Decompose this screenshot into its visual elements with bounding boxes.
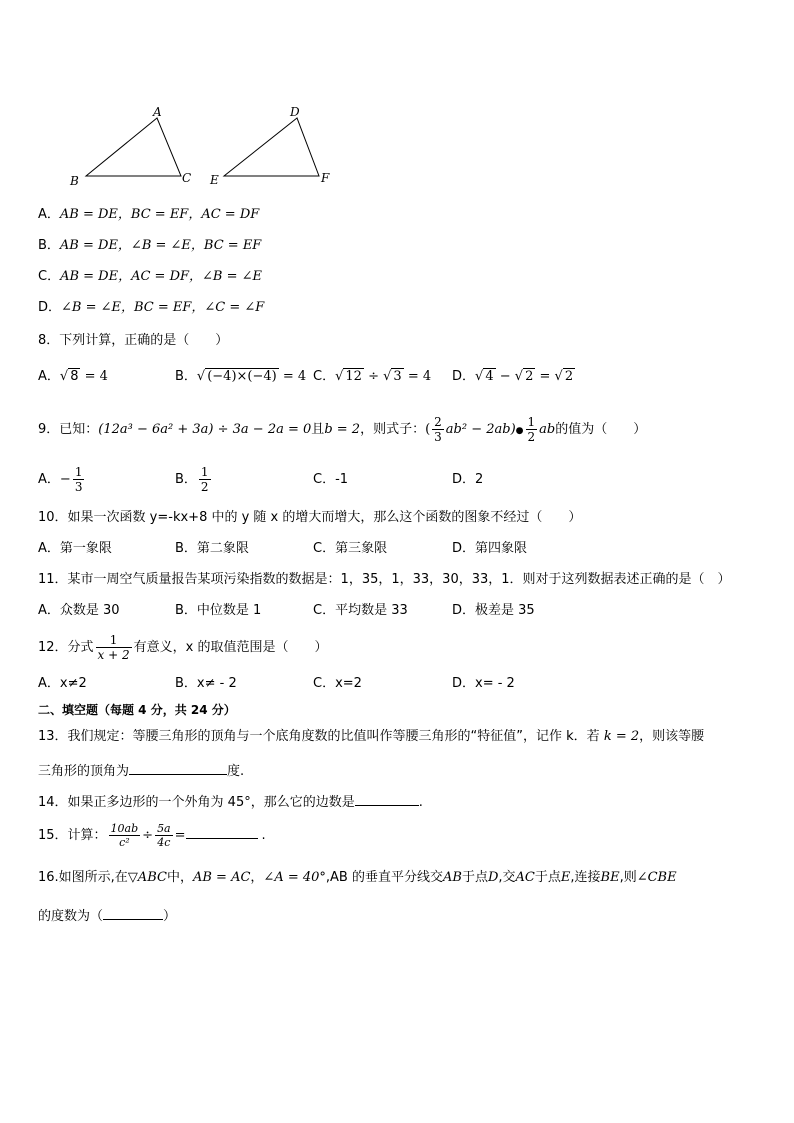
radicand: 3 (393, 369, 402, 384)
q9-and: 且 (311, 422, 325, 437)
q7-option-a (38, 206, 259, 224)
radicand: 8 (70, 369, 79, 384)
answer-blank[interactable] (103, 905, 163, 920)
q16-point-d: D (487, 870, 499, 885)
triangles-figure (60, 100, 350, 195)
q9-option-d: D．2 (452, 472, 484, 487)
option-letter: A． (38, 207, 60, 222)
q13-line2 (38, 760, 244, 781)
denominator: 3 (434, 430, 442, 444)
q10-option-b: B．第二象限 (175, 541, 249, 556)
denominator: 4c (155, 835, 173, 849)
label-c: C (182, 171, 192, 185)
q16-text: 16.如图所示,在 (38, 870, 128, 885)
option-letter: C． (313, 369, 336, 384)
q9-cond: b = 2 (324, 422, 361, 437)
option-letter: B． (175, 369, 197, 384)
option-letter: C． (38, 269, 61, 284)
option-letter: A． (38, 369, 60, 384)
fraction (96, 633, 132, 662)
q9-expr1: (12a³ − 6a² + 3a) ÷ 3a − 2a = 0 (98, 422, 312, 437)
q16-text: 于点 (461, 870, 488, 885)
q10-option-a: A．第一象限 (38, 541, 112, 556)
q9-expr2: ab² − 2ab) (445, 422, 516, 437)
radicand: (−4)×(−4) (207, 369, 277, 384)
q11-stem: 11．某市一周空气质量报告某项污染指数的数据是：1，35，1，33，30，33，1．则对于这列数据表述正确的是（ ） (38, 572, 731, 587)
q16-text: 中， (166, 870, 193, 885)
q16-triangle: ▽ABC (127, 870, 167, 885)
q12-option-b: B．x≠ - 2 (175, 676, 237, 691)
q16-point-e: E (560, 870, 571, 885)
q7-option-b (38, 237, 261, 255)
answer-blank[interactable] (355, 791, 419, 806)
answer-blank[interactable] (186, 824, 258, 839)
option-letter: B． (38, 238, 60, 253)
q13-text-b: ，则该等腰 (639, 729, 705, 744)
option-rest: = 4 (407, 369, 432, 384)
numerator: 10ab (110, 822, 139, 835)
q7-option-c (38, 268, 262, 286)
option-letter: D． (452, 369, 476, 384)
fraction (432, 415, 444, 444)
q9-option-b (175, 463, 213, 497)
q16-be: BE (600, 870, 620, 885)
sqrt-symbol: √ (514, 369, 524, 384)
q12-option-c: C．x=2 (313, 676, 362, 691)
numerator: 1 (527, 415, 536, 429)
sqrt-symbol: √ (554, 369, 563, 384)
q8-stem: 8．下列计算，正确的是（ ） (38, 333, 229, 348)
operator: ÷ (368, 369, 379, 384)
q14 (38, 791, 423, 812)
fraction (199, 465, 211, 494)
label-a: A (153, 105, 162, 119)
operator: = (174, 828, 186, 843)
label-b: B (70, 174, 79, 188)
denominator: c² (109, 835, 141, 849)
option-letter: A． (38, 472, 60, 487)
option-text: AB = DE，∠B = ∠E，BC = EF (59, 238, 262, 253)
q13-text-2b: 度. (227, 764, 245, 779)
option-letter: B． (175, 472, 197, 487)
q13-text-2a: 三角形的顶角为 (38, 764, 130, 779)
label-d: D (290, 105, 300, 119)
q16-text-2b: ） (163, 909, 177, 924)
q11-option-b: B．中位数是 1 (175, 603, 262, 618)
q16-text: ,AB 的垂直平分线交 (325, 870, 443, 885)
q14-text: 14．如果正多边形的一个外角为 45°，那么它的边数是 (38, 795, 355, 810)
sqrt-symbol: √ (196, 369, 206, 384)
label-f: F (321, 171, 330, 185)
q9-stem (38, 414, 646, 447)
q15 (38, 818, 266, 854)
q16-ab: AB (442, 870, 462, 885)
q11-option-a: A．众数是 30 (38, 603, 120, 618)
q8-option-a (38, 368, 108, 386)
fraction (109, 822, 141, 849)
sqrt-symbol: √ (335, 369, 344, 384)
q9-suffix: 的值为（ ） (555, 422, 647, 437)
q9-dot: ● (515, 426, 524, 436)
q16-eq1: AB = AC (192, 870, 251, 885)
answer-blank[interactable] (129, 760, 227, 775)
sqrt-symbol: √ (383, 369, 392, 384)
option-text: AB = DE，BC = EF，AC = DF (59, 207, 260, 222)
sqrt-symbol: √ (59, 369, 69, 384)
q13-k: k = 2 (603, 729, 640, 744)
q12-prefix: 12．分式 (38, 640, 94, 655)
q10-option-c: C．第三象限 (313, 541, 388, 556)
q16-ac: AC (515, 870, 535, 885)
option-text: ∠B = ∠E，BC = EF，∠C = ∠F (61, 300, 265, 315)
q10-stem: 10．如果一次函数 y=-kx+8 中的 y 随 x 的增大而增大，那么这个函数的图象不经过（ ） (38, 510, 582, 525)
q11-option-d: D．极差是 35 (452, 603, 535, 618)
numerator: 1 (74, 465, 83, 479)
numerator: 1 (200, 465, 209, 479)
q16-text: ,连接 (570, 870, 601, 885)
q8-option-b (175, 368, 306, 386)
section-heading: 二、填空题（每题 4 分，共 24 分） (38, 703, 236, 717)
radicand: 4 (485, 369, 494, 384)
q16-text-2a: 的度数为（ (38, 909, 104, 924)
q13-line1 (38, 728, 704, 746)
radicand: 2 (525, 369, 534, 384)
q15-end: . (261, 828, 266, 843)
triangle-def (224, 118, 319, 176)
q15-prefix: 15．计算： (38, 828, 107, 843)
q10-option-d: D．第四象限 (452, 541, 528, 556)
q16-comma: ， (250, 870, 264, 885)
q16-line2 (38, 905, 176, 926)
option-rest: = 4 (282, 369, 307, 384)
numerator: 1 (109, 633, 118, 647)
sign: − (59, 472, 71, 487)
q16-text: ,交 (498, 870, 516, 885)
q9-expr3: ab (539, 422, 556, 437)
q12-option-d: D．x= - 2 (452, 676, 515, 691)
triangle-abc (86, 118, 181, 176)
q9-option-a (38, 463, 86, 497)
label-e: E (210, 173, 219, 187)
operator: − (499, 369, 511, 384)
denominator: 2 (527, 430, 536, 444)
q16-text: ,则 (619, 870, 637, 885)
q16-eq2: ∠A = 40° (263, 870, 326, 885)
option-rest: = 4 (84, 369, 108, 384)
q16-line1 (38, 869, 677, 887)
q8-option-c (313, 368, 431, 386)
q7-option-d (38, 299, 264, 317)
denominator: 3 (74, 480, 83, 494)
operator: ÷ (142, 828, 154, 843)
sqrt-symbol: √ (475, 369, 484, 384)
q9-prefix: 9．已知： (38, 422, 99, 437)
q14-end: . (418, 795, 423, 810)
fraction (155, 822, 173, 849)
option-letter: D． (38, 300, 62, 315)
denominator: 2 (200, 480, 209, 494)
q16-angle-cbe: ∠CBE (636, 870, 677, 885)
q8-option-d (452, 368, 575, 386)
q9-option-c: C．-1 (313, 472, 349, 487)
q9-open: ( (425, 422, 431, 437)
q16-text: 于点 (534, 870, 561, 885)
numerator: 2 (434, 415, 442, 429)
numerator: 5a (157, 822, 171, 835)
denominator: x + 2 (97, 648, 130, 662)
q11-option-c: C．平均数是 33 (313, 603, 408, 618)
q12-stem (38, 631, 327, 665)
fraction (526, 415, 538, 444)
radicand: 2 (564, 369, 574, 384)
radicand: 12 (345, 369, 362, 384)
fraction (73, 465, 85, 494)
q9-mid: ，则式子： (360, 422, 426, 437)
q12-suffix: 有意义，x 的取值范围是（ ） (133, 640, 328, 655)
q12-option-a: A．x≠2 (38, 676, 87, 691)
option-text: AB = DE，AC = DF，∠B = ∠E (60, 269, 263, 284)
operator: = (539, 369, 551, 384)
q13-text: 13．我们规定：等腰三角形的顶角与一个底角度数的比值叫作等腰三角形的“特征值”，记作 k．若 (38, 729, 600, 744)
